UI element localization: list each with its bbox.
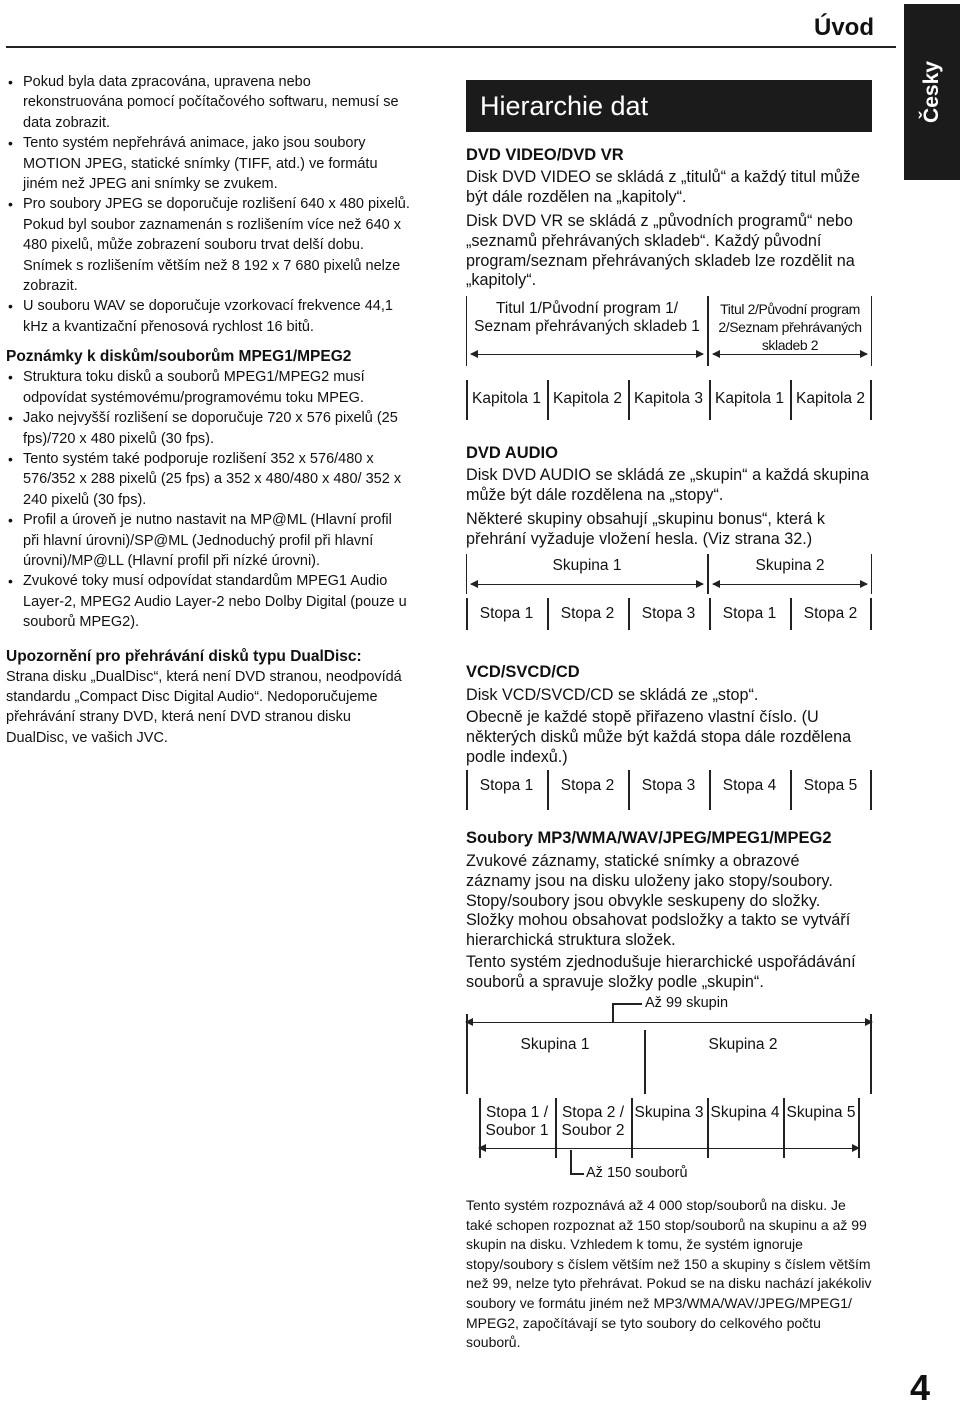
language-tab-label: Česky: [920, 61, 943, 123]
list-item: • Zvukové toky musí odpovídat standardům MPEG1 Audio Layer-2, MPEG2 Audio Layer-2 nebo Dolby Digital (pouze u souborů MPEG2).: [8, 573, 407, 631]
list-item: • Struktura toku disků a souborů MPEG1/MPEG2 musí odpovídat systémovému/programovému toku MPEG.: [8, 369, 365, 406]
section-title: Hierarchie dat: [466, 80, 872, 132]
track-cell: Stopa 3: [641, 605, 696, 622]
track-cell: Stopa 4: [722, 777, 777, 794]
dvd-audio-paragraph: Disk DVD AUDIO se skládá ze „skupin“ a každá skupina může být dále rozdělena na „stopy“.: [466, 466, 870, 504]
list-item: • Pro soubory JPEG se doporučuje rozlišení 640 x 480 pixelů. Pokud byl soubor zaznamenán s rozlišením více než 640 x 480 pixelů, může zobrazení souboru trvat delší dobu. Snímek s rozlišením větším než 8 192 x 7 680 pixelů nelze zobrazit.: [8, 196, 410, 295]
max-groups-label: Až 99 skupin: [645, 995, 729, 1011]
file-cell: Stopa 1 / Soubor 1: [485, 1104, 549, 1139]
file-cell: Stopa 2 / Soubor 2: [561, 1104, 625, 1139]
file-cell: Skupina 4: [710, 1104, 780, 1121]
track-cell: Stopa 2: [560, 605, 615, 622]
mp3-groups-paragraph: Tento systém zjednodušuje hierarchické uspořádávání souborů a spravuje složky podle „skupin“.: [466, 953, 856, 991]
page-number: 4: [909, 1367, 930, 1408]
file-cell: Skupina 3: [634, 1104, 704, 1121]
dualdisc-text: Strana disku „DualDisc“, která není DVD stranou, neodpovídá standardu „Compact Disc Digital Audio“. Nedoporučujeme přehrávání strany DVD, která není DVD stranou disku DualDisc, ve vašich JVC.: [6, 668, 402, 746]
track-cell: Stopa 3: [641, 777, 696, 794]
track-cell: Stopa 2: [803, 605, 858, 622]
mpeg-notes-list: [6, 367, 410, 632]
image-notes-list: [6, 72, 410, 337]
vcd-heading: VCD/SVCD/CD: [466, 663, 580, 681]
capacity-note: Tento systém rozpoznává až 4 000 stop/souborů na disku. Je také schopen rozpoznat až 150 stop/souborů na skupinu a až 99 skupin na disku. Vzhledem k tomu, že systém ignoruje stopy/soubory s číslem větším než 150 a skupiny s číslem větším než 99, nelze tyto přehrávat. Pokud se na disku nachází jakékoliv soubory ve formátu jiném než MP3/WMA/WAV/JPEG/MPEG1/ MPEG2, započítávají se tyto soubory do celkového počtu souborů.: [466, 1197, 872, 1351]
list-item: • Tento systém nepřehrává animace, jako jsou soubory MOTION JPEG, statické snímky (TIFF, atd.) ve formátu jiném než JPEG ani snímky se zvukem.: [8, 135, 378, 193]
mpeg-heading: Poznámky k diskům/souborům MPEG1/MPEG2: [6, 348, 352, 366]
chapter-cell: Kapitola 2: [553, 390, 622, 407]
vcd-paragraph: Disk VCD/SVCD/CD se skládá ze „stop“.: [466, 686, 759, 704]
group-cell: Skupina 2: [708, 1036, 778, 1053]
group-cell: Skupina 1: [520, 1036, 590, 1053]
dvd-audio-bonus-paragraph: Některé skupiny obsahují „skupinu bonus“, která k přehrání vyžaduje vložení hesla. (Viz strana 32.): [466, 510, 826, 548]
max-files-label: Až 150 souborů: [586, 1165, 688, 1181]
file-cell: Skupina 5: [786, 1104, 856, 1121]
chapter-cell: Kapitola 1: [472, 390, 541, 407]
file-span-arrow: [479, 1148, 859, 1149]
list-item: • Profil a úroveň je nutno nastavit na MP@ML (Hlavní profil při hlavní úrovni)/SP@ML (Jednoduchý profil při hlavní úrovni)/MP@LL (Hlavní profil při nízké úrovni).: [8, 512, 392, 569]
track-cell: Stopa 1: [479, 605, 534, 622]
list-item: • Tento systém také podporuje rozlišení 352 x 576/480 x 576/352 x 288 pixelů (25 fps) a 352 x 480/480 x 480/ 352 x 240 pixelů (30 fps).: [8, 450, 402, 508]
vcd-index-paragraph: Obecně je každé stopě přiřazeno vlastní číslo. (U některých disků může být každá stopa dále rozdělena podle indexů.): [466, 708, 852, 766]
chapter-cell: Kapitola 2: [796, 390, 865, 407]
track-cell: Stopa 5: [803, 777, 858, 794]
dvd-video-heading: DVD VIDEO/DVD VR: [466, 146, 624, 164]
track-cell: Stopa 1: [722, 605, 777, 622]
mp3-heading: Soubory MP3/WMA/WAV/JPEG/MPEG1/MPEG2: [466, 829, 832, 847]
group-box: Skupina 2: [708, 554, 872, 594]
dvd-vr-paragraph: Disk DVD VR se skládá z „původních programů“ nebo „seznamů přehrávaných skladeb“. Každý původní program/seznam přehrávaných skladeb lze rozdělit na „kapitoly“.: [466, 212, 855, 290]
group-span-arrow: [466, 1022, 872, 1023]
dvd-video-paragraph: Disk DVD VIDEO se skládá z „titulů“ a každý titul může být dále rozdělen na „kapitoly“.: [466, 168, 861, 206]
track-cell: Stopa 2: [560, 777, 615, 794]
title-box: Titul 2/Původní program 2/Seznam přehrávaných skladeb 2: [708, 296, 872, 366]
dvd-audio-heading: DVD AUDIO: [466, 444, 558, 462]
mp3-paragraph: Zvukové záznamy, statické snímky a obrazové záznamy jsou na disku uloženy jako stopy/soubory. Stopy/soubory jsou obvykle seskupeny do složky. Složky mohou obsahovat podsložky a takto se vytváří hierarchická struktura složek.: [466, 852, 851, 950]
dualdisc-heading: Upozornění pro přehrávání disků typu DualDisc:: [6, 647, 362, 665]
list-item: • Jako nejvyšší rozlišení se doporučuje 720 x 576 pixelů (25 fps)/720 x 480 pixelů (30 fps).: [8, 410, 398, 447]
language-tab: [904, 4, 960, 180]
left-column: [6, 72, 410, 748]
list-item: • Pokud byla data zpracována, upravena nebo rekonstruována pomocí počítačového softwaru, nemusí se data zobrazit.: [8, 74, 399, 131]
chapter-cell: Kapitola 3: [634, 390, 703, 407]
chapter-cell: Kapitola 1: [715, 390, 784, 407]
header-divider: [6, 46, 896, 48]
page-title: Úvod: [814, 14, 874, 41]
group-box: Skupina 1: [466, 554, 708, 594]
list-item: • U souboru WAV se doporučuje vzorkovací frekvence 44,1 kHz a kvantizační přenosová rychlost 16 bitů.: [8, 298, 393, 335]
title-box: Titul 1/Původní program 1/ Seznam přehrávaných skladeb 1: [466, 296, 708, 366]
track-cell: Stopa 1: [479, 777, 534, 794]
